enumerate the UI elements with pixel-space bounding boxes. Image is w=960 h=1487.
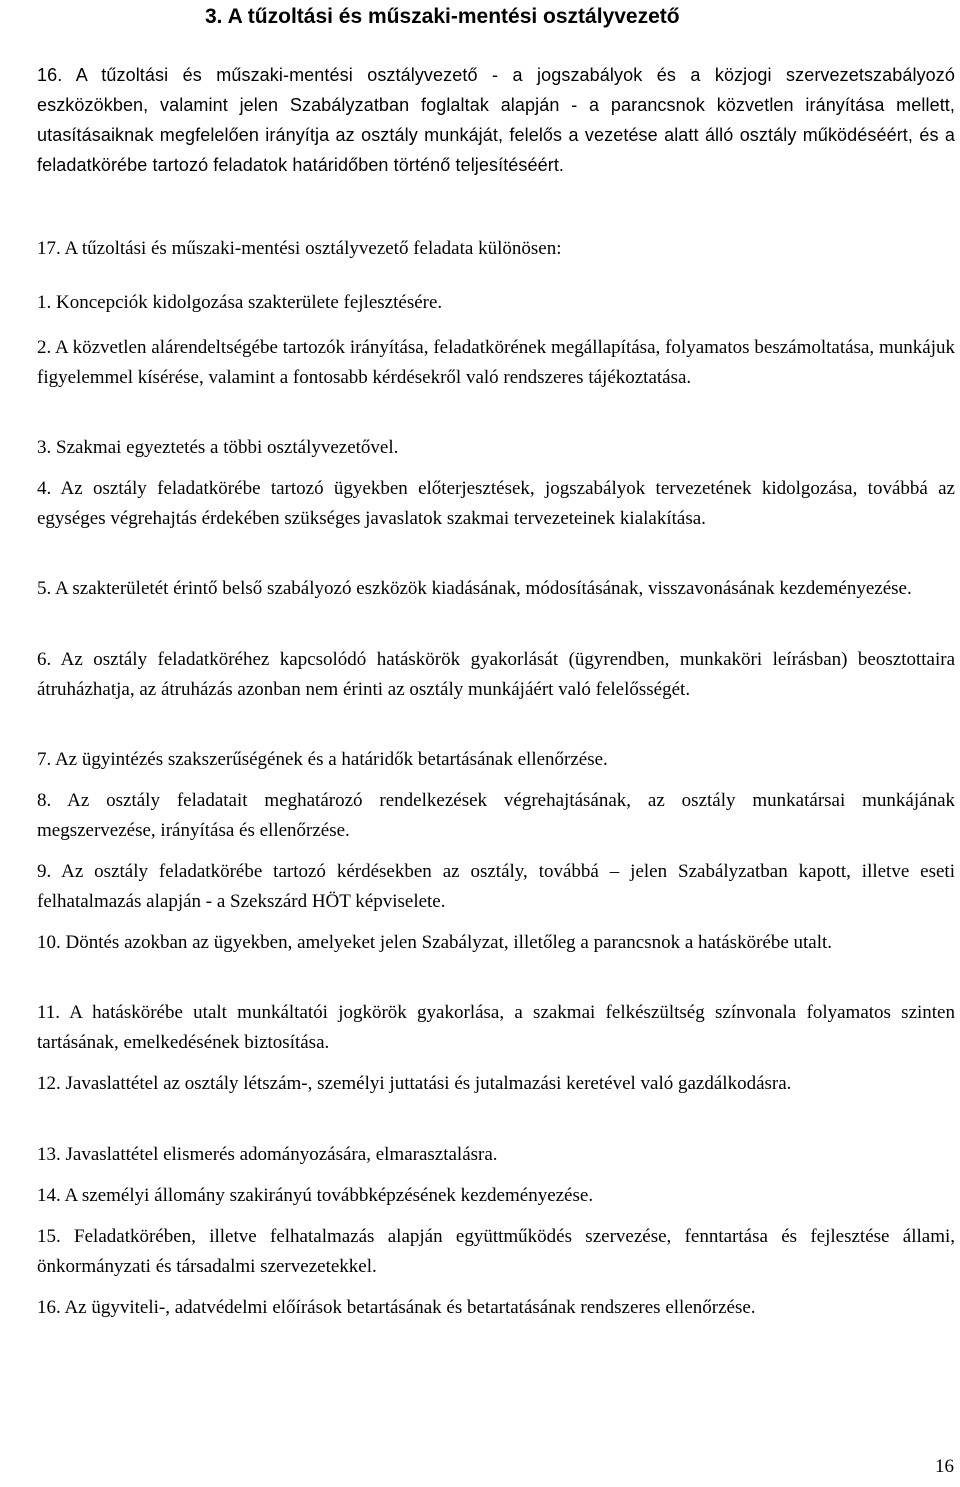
list-item-12: 12. Javaslattétel az osztály létszám-, személyi juttatási és jutalmazási keretével való gazdálkodásra. [37, 1073, 792, 1094]
paragraph-section-16: 16. A tűzoltási és műszaki-mentési osztályvezető - a jogszabályok és a közjogi szervezetszabályozó eszközökben, valamint jelen Szabályzatban foglaltak alapján - a parancsnok közvetlen irányítása mellett, utasításaiknak megfelelően irányítja az osztály munkáját, felelős a vezetése alatt álló osztály működéséért, és a feladatkörébe tartozó feladatok határidőben történő teljesítéséért. [37, 65, 955, 175]
list-item-6: 6. Az osztály feladatköréhez kapcsolódó hatáskörök gyakorlását (ügyrendben, munkaköri leírásban) beosztottaira átruházhatja, az átruházás azonban nem érinti az osztály munkájáért való felelősségét. [37, 649, 955, 700]
list-item-13: 13. Javaslattétel elismerés adományozására, elmarasztalásra. [37, 1144, 498, 1165]
list-item-14: 14. A személyi állomány szakirányú továbbképzésének kezdeményezése. [37, 1185, 594, 1206]
page-number: 16 [935, 1456, 954, 1477]
list-item-3: 3. Szakmai egyeztetés a többi osztályvezetővel. [37, 437, 399, 458]
list-item-2: 2. A közvetlen alárendeltségébe tartozók irányítása, feladatkörének megállapítása, folyamatos beszámoltatása, munkájuk figyelemmel kísérése, valamint a fontosabb kérdésekről való rendszeres tájékoztatása. [37, 337, 955, 388]
list-item-8: 8. Az osztály feladatait meghatározó rendelkezések végrehajtásának, az osztály munkatársai munkájának megszervezése, irányítása és ellenőrzése. [37, 790, 955, 841]
list-item-5: 5. A szakterületét érintő belső szabályozó eszközök kiadásának, módosításának, visszavonásának kezdeményezése. [37, 578, 912, 599]
list-item-9: 9. Az osztály feladatkörébe tartozó kérdésekben az osztály, továbbá – jelen Szabályzatban kapott, illetve eseti felhatalmazás alapján - a Szekszárd HÖT képviselete. [37, 861, 955, 912]
paragraph-section-17: 17. A tűzoltási és műszaki-mentési osztályvezető feladata különösen: [37, 238, 562, 259]
list-item-10: 10. Döntés azokban az ügyekben, amelyeket jelen Szabályzat, illetőleg a parancsnok a hatáskörébe utalt. [37, 932, 833, 953]
list-item-7: 7. Az ügyintézés szakszerűségének és a határidők betartásának ellenőrzése. [37, 749, 608, 770]
list-item-1: 1. Koncepciók kidolgozása szakterülete fejlesztésére. [37, 292, 443, 313]
section-heading: 3. A tűzoltási és műszaki-mentési osztályvezető [205, 5, 680, 28]
list-item-16: 16. Az ügyviteli-, adatvédelmi előírások betartásának és betartatásának rendszeres ellenőrzése. [37, 1297, 756, 1318]
list-item-15: 15. Feladatkörében, illetve felhatalmazás alapján együttműködés szervezése, fenntartása és fejlesztése állami, önkormányzati és társadalmi szervezetekkel. [37, 1226, 955, 1277]
list-item-11: 11. A hatáskörébe utalt munkáltatói jogkörök gyakorlása, a szakmai felkészültség színvonala folyamatos szinten tartásának, emelkedésének biztosítása. [37, 1002, 955, 1053]
list-item-4: 4. Az osztály feladatkörébe tartozó ügyekben előterjesztések, jogszabályok tervezetének kidolgozása, továbbá az egységes végrehajtás érdekében szükséges javaslatok szakmai tervezeteinek kialakítása. [37, 478, 955, 529]
